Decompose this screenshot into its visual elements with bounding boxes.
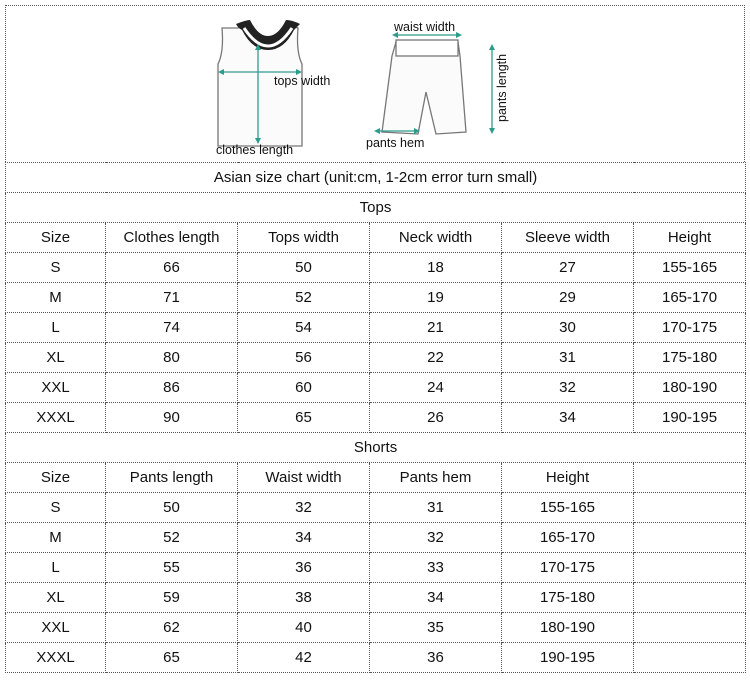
table-cell: 170-175 [634,313,746,343]
column-header: Size [6,463,106,493]
table-row [6,253,746,283]
table-cell: XL [6,583,106,613]
shorts-header-row [6,463,746,493]
column-header: Size [6,223,106,253]
table-cell: 21 [370,313,502,343]
table-cell: 180-190 [502,613,634,643]
table-cell: 19 [370,283,502,313]
size-chart [5,5,745,673]
table-cell: 155-165 [634,253,746,283]
table-cell: 80 [106,343,238,373]
tops-section-title: Tops [6,193,746,223]
table-cell: 155-165 [502,493,634,523]
column-header: Waist width [238,463,370,493]
table-cell [634,553,746,583]
table-cell: 27 [502,253,634,283]
table-cell: 34 [370,583,502,613]
table-row [6,313,746,343]
table-cell: 66 [106,253,238,283]
table-cell: 32 [502,373,634,403]
table-cell: 32 [370,523,502,553]
table-cell: 32 [238,493,370,523]
table-cell: 165-170 [502,523,634,553]
table-row [6,493,746,523]
table-cell: 90 [106,403,238,433]
column-header: Sleeve width [502,223,634,253]
table-cell: 55 [106,553,238,583]
table-cell: 62 [106,613,238,643]
table-row [6,583,746,613]
table-row [6,553,746,583]
table-cell: 52 [238,283,370,313]
tops-title-row [6,193,746,223]
clothes-length-label: clothes length [216,143,294,157]
table-cell: 86 [106,373,238,403]
table-cell: XXXL [6,643,106,673]
table-cell: 40 [238,613,370,643]
column-header: Pants length [106,463,238,493]
table-cell: XXL [6,613,106,643]
table-cell: 50 [238,253,370,283]
table-cell: 71 [106,283,238,313]
table-cell: 190-195 [502,643,634,673]
table-cell: 54 [238,313,370,343]
shorts-section-title: Shorts [6,433,746,463]
table-cell [634,583,746,613]
table-cell [634,493,746,523]
chart-caption: Asian size chart (unit:cm, 1-2cm error turn small) [6,163,746,193]
column-header: Height [634,223,746,253]
table-cell: S [6,253,106,283]
table-cell: XXL [6,373,106,403]
table-cell: 33 [370,553,502,583]
table-cell: 31 [502,343,634,373]
table-cell: 30 [502,313,634,343]
table-cell: 170-175 [502,553,634,583]
column-header: Height [502,463,634,493]
table-cell: 24 [370,373,502,403]
table-cell: 60 [238,373,370,403]
column-header: Pants hem [370,463,502,493]
table-cell: 65 [238,403,370,433]
table-cell: M [6,523,106,553]
table-row [6,523,746,553]
tops-width-label: tops width [274,74,331,88]
table-cell: 165-170 [634,283,746,313]
column-header: Tops width [238,223,370,253]
table-cell: XL [6,343,106,373]
table-cell: 34 [502,403,634,433]
column-header [634,463,746,493]
table-cell: 36 [238,553,370,583]
table-cell: 42 [238,643,370,673]
table-cell: 180-190 [634,373,746,403]
measurement-diagram [6,6,744,162]
table-cell: 29 [502,283,634,313]
table-cell: 59 [106,583,238,613]
table-cell: 38 [238,583,370,613]
table-row [6,373,746,403]
table-cell: 65 [106,643,238,673]
table-cell: 36 [370,643,502,673]
pants-hem-label: pants hem [366,136,425,150]
table-cell [634,613,746,643]
table-cell: 190-195 [634,403,746,433]
size-table [5,162,746,673]
table-cell: 35 [370,613,502,643]
table-cell: 56 [238,343,370,373]
table-cell: 26 [370,403,502,433]
table-cell: 175-180 [502,583,634,613]
table-cell: 31 [370,493,502,523]
table-cell: L [6,553,106,583]
table-cell: 18 [370,253,502,283]
garment-illustration [5,5,745,162]
table-cell: L [6,313,106,343]
table-row [6,403,746,433]
shorts-title-row [6,433,746,463]
table-cell [634,523,746,553]
waist-width-label: waist width [394,20,456,34]
pants-length-label: pants length [495,53,509,122]
table-row [6,613,746,643]
table-cell: 22 [370,343,502,373]
table-cell: XXXL [6,403,106,433]
table-cell: 175-180 [634,343,746,373]
caption-row [6,163,746,193]
shorts-icon [382,40,466,134]
table-row [6,643,746,673]
column-header: Neck width [370,223,502,253]
column-header: Clothes length [106,223,238,253]
table-row [6,283,746,313]
table-cell: 50 [106,493,238,523]
table-row [6,343,746,373]
tops-header-row [6,223,746,253]
table-cell [634,643,746,673]
table-cell: S [6,493,106,523]
table-cell: M [6,283,106,313]
table-cell: 52 [106,523,238,553]
table-cell: 74 [106,313,238,343]
table-cell: 34 [238,523,370,553]
